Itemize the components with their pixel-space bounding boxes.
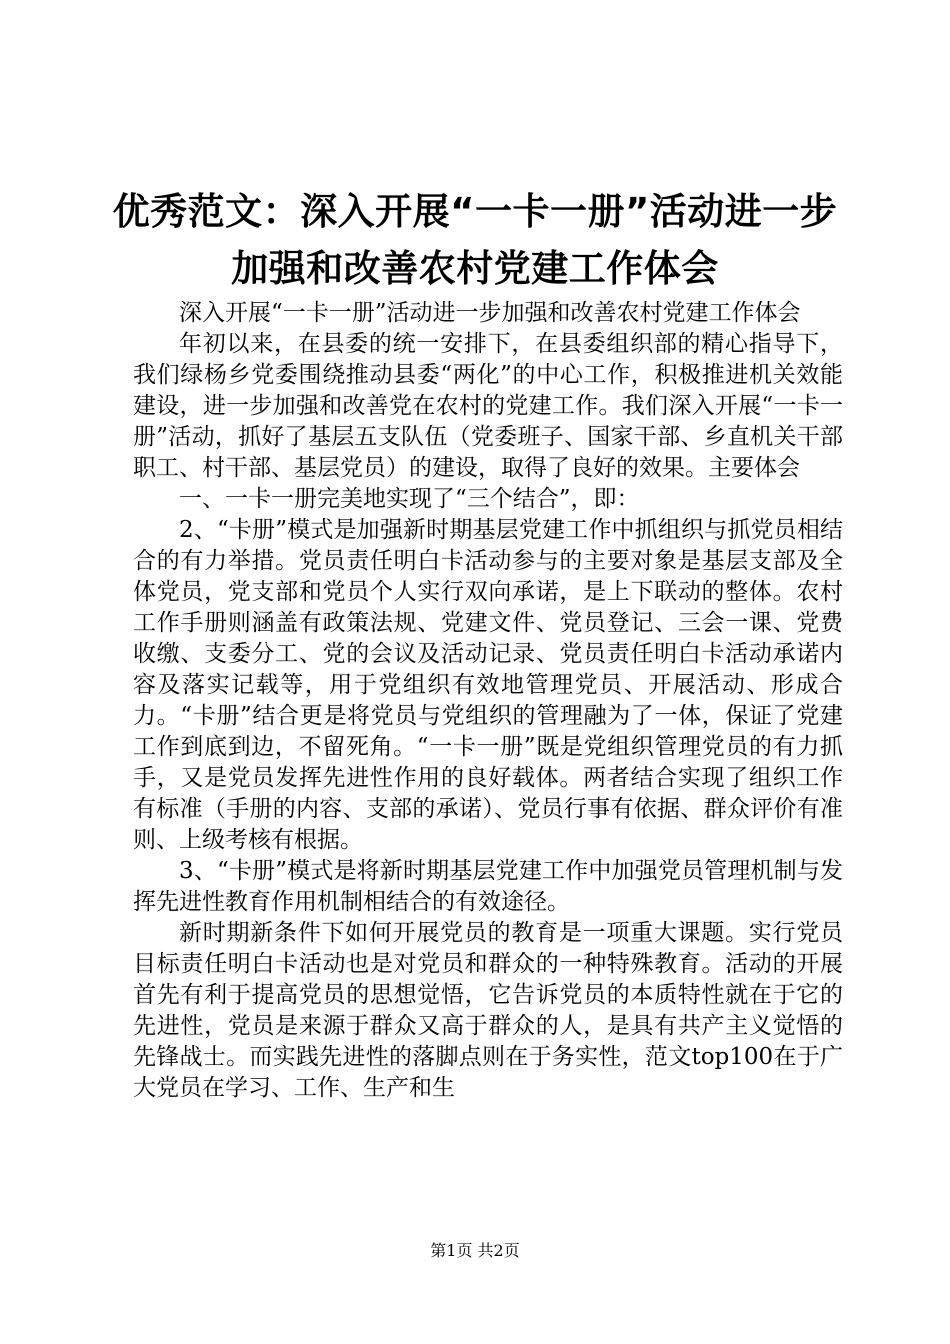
paragraph-point-2: 2、“卡册”模式是加强新时期基层党建工作中抓组织与抓党员相结合的有力举措。党员责任明白卡活动参与的主要对象是基层支部及全体党员，党支部和党员个人实行双向承诺，是上下联动的整体。农村工作手册则涵盖有政策法规、党建文件、党员登记、三会一课、党费收缴、支委分工、党的会议及活动记录、党员责任明白卡活动承诺内容及落实记载等，用于党组织有效地管理党员、开展活动、形成合力。“卡册”结合更是将党员与党组织的管理融为了一体，保证了党建工作到底到边，不留死角。“一卡一册”既是党组织管理党员的有力抓手，又是党员发挥先进性作用的良好载体。两者结合实现了组织工作有标准（手册的内容、支部的承诺）、党员行事有依据、群众评价有准则、上级考核有根据。 bbox=[133, 517, 843, 853]
document-body bbox=[133, 298, 843, 1104]
paragraph-education: 新时期新条件下如何开展党员的教育是一项重大课题。实行党员目标责任明白卡活动也是对党员和群众的一种特殊教育。活动的开展首先有利于提高党员的思想觉悟，它告诉党员的本质特性就在于它的先进性，党员是来源于群众又高于群众的人，是具有共产主义觉悟的先锋战士。而实践先进性的落脚点则在于务实性，范文top100在于广大党员在学习、工作、生产和生 bbox=[133, 920, 843, 1101]
paragraph-point-3: 3、“卡册”模式是将新时期基层党建工作中加强党员管理机制与发挥先进性教育作用机制相结合的有效途径。 bbox=[133, 858, 843, 915]
paragraph-intro: 年初以来，在县委的统一安排下，在县委组织部的精心指导下，我们绿杨乡党委围绕推动县委“两化”的中心工作，积极推进机关效能建设，进一步加强和改善党在农村的党建工作。我们深入开展“一卡一册”活动，抓好了基层五支队伍（党委班子、国家干部、乡直机关干部职工、村干部、基层党员）的建设，取得了良好的效果。主要体会 bbox=[133, 331, 843, 481]
document-title-line-1: 优秀范文：深入开展“一卡一册”活动进一步 bbox=[112, 190, 838, 233]
paragraph-subtitle: 深入开展“一卡一册”活动进一步加强和改善农村党建工作体会 bbox=[179, 300, 801, 326]
page-number-footer: 第1页 共2页 bbox=[430, 1241, 520, 1260]
document-title-line-2: 加强和改善农村党建工作体会 bbox=[231, 247, 719, 290]
paragraph-section-one: 一、一卡一册完美地实现了“三个结合”，即： bbox=[179, 486, 640, 512]
